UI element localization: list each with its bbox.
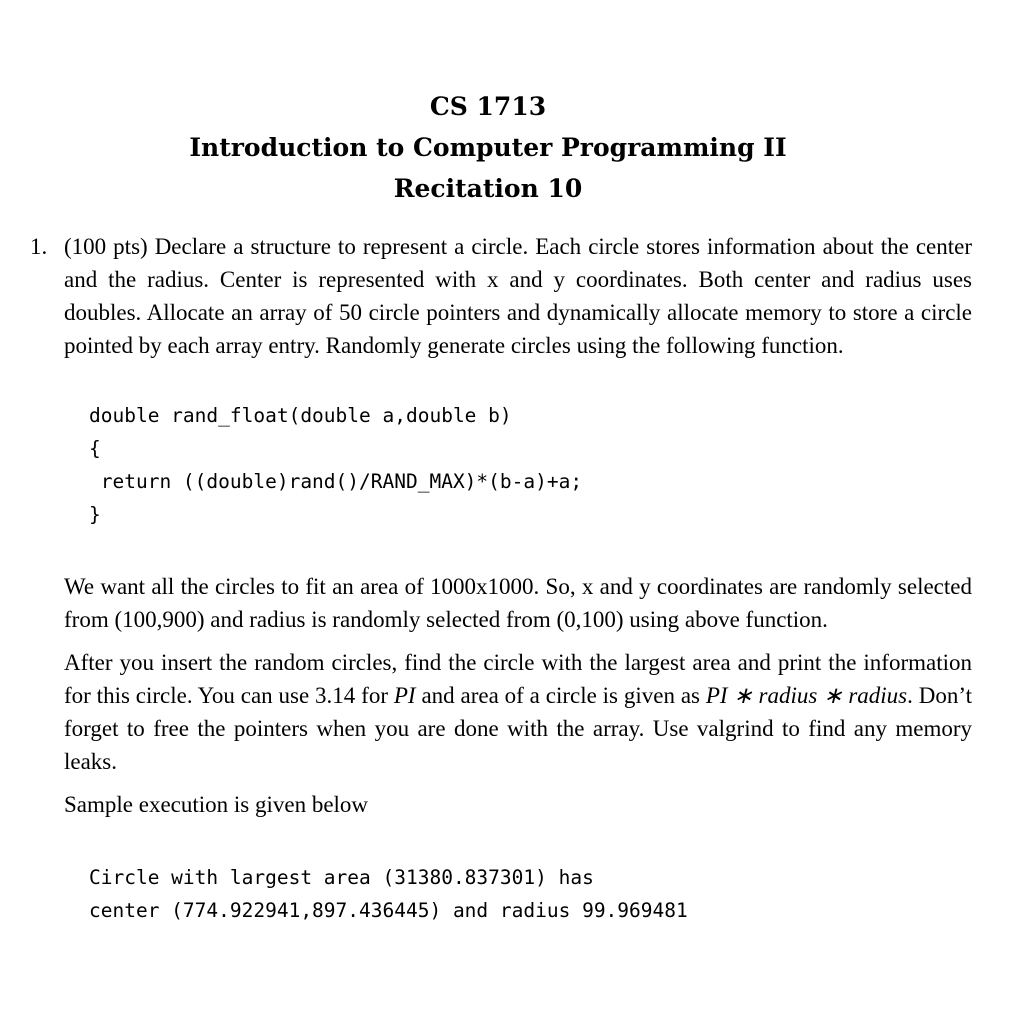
code-line: { xyxy=(89,437,101,460)
output-line: center (774.922941,897.436445) and radius 99.969481 xyxy=(89,899,688,922)
paragraph-text: After you insert the random circles, find the circle with the largest area and print the information for this circle. You can use 3.14 for xyxy=(64,650,972,708)
code-line: double rand_float(double a,double b) xyxy=(89,404,512,427)
course-title: Introduction to Computer Programming II xyxy=(189,133,787,162)
document-header xyxy=(0,86,976,209)
output-line: Circle with largest area (31380.837301) has xyxy=(89,866,594,889)
code-line: return ((double)rand()/RAND_MAX)*(b-a)+a; xyxy=(89,470,583,493)
paragraph-text: and area of a circle is given as xyxy=(415,683,706,708)
problem-1 xyxy=(30,230,972,927)
paragraph-text: . Don’t forget to free the pointers when you are done with the array. Use valgrind to find any memory leaks. xyxy=(64,683,972,774)
problem-body xyxy=(64,230,972,927)
largest-area-paragraph xyxy=(64,646,972,778)
pi-symbol: PI xyxy=(393,683,416,708)
area-formula: PI ∗ radius ∗ radius xyxy=(705,683,908,708)
area-constraints-paragraph: We want all the circles to fit an area of 1000x1000. So, x and y coordinates are randomly selected from (100,900) and radius is randomly selected from (0,100) using above function. xyxy=(64,574,972,632)
course-code: CS 1713 xyxy=(429,92,547,121)
problem-number: 1. xyxy=(30,234,48,259)
sample-output-block xyxy=(89,861,972,927)
rand-float-code-block xyxy=(89,399,972,531)
problem-intro-paragraph: (100 pts) Declare a structure to represent a circle. Each circle stores information about the center and the radius. Center is represented with x and y coordinates. Both center and radius uses doubles. Allocate an array of 50 circle pointers and dynamically allocate memory to store a circle pointed by each array entry. Randomly generate circles using the following function. xyxy=(64,234,972,358)
code-line: } xyxy=(89,503,101,526)
sample-execution-label: Sample execution is given below xyxy=(64,792,369,817)
recitation-title: Recitation 10 xyxy=(393,174,583,203)
